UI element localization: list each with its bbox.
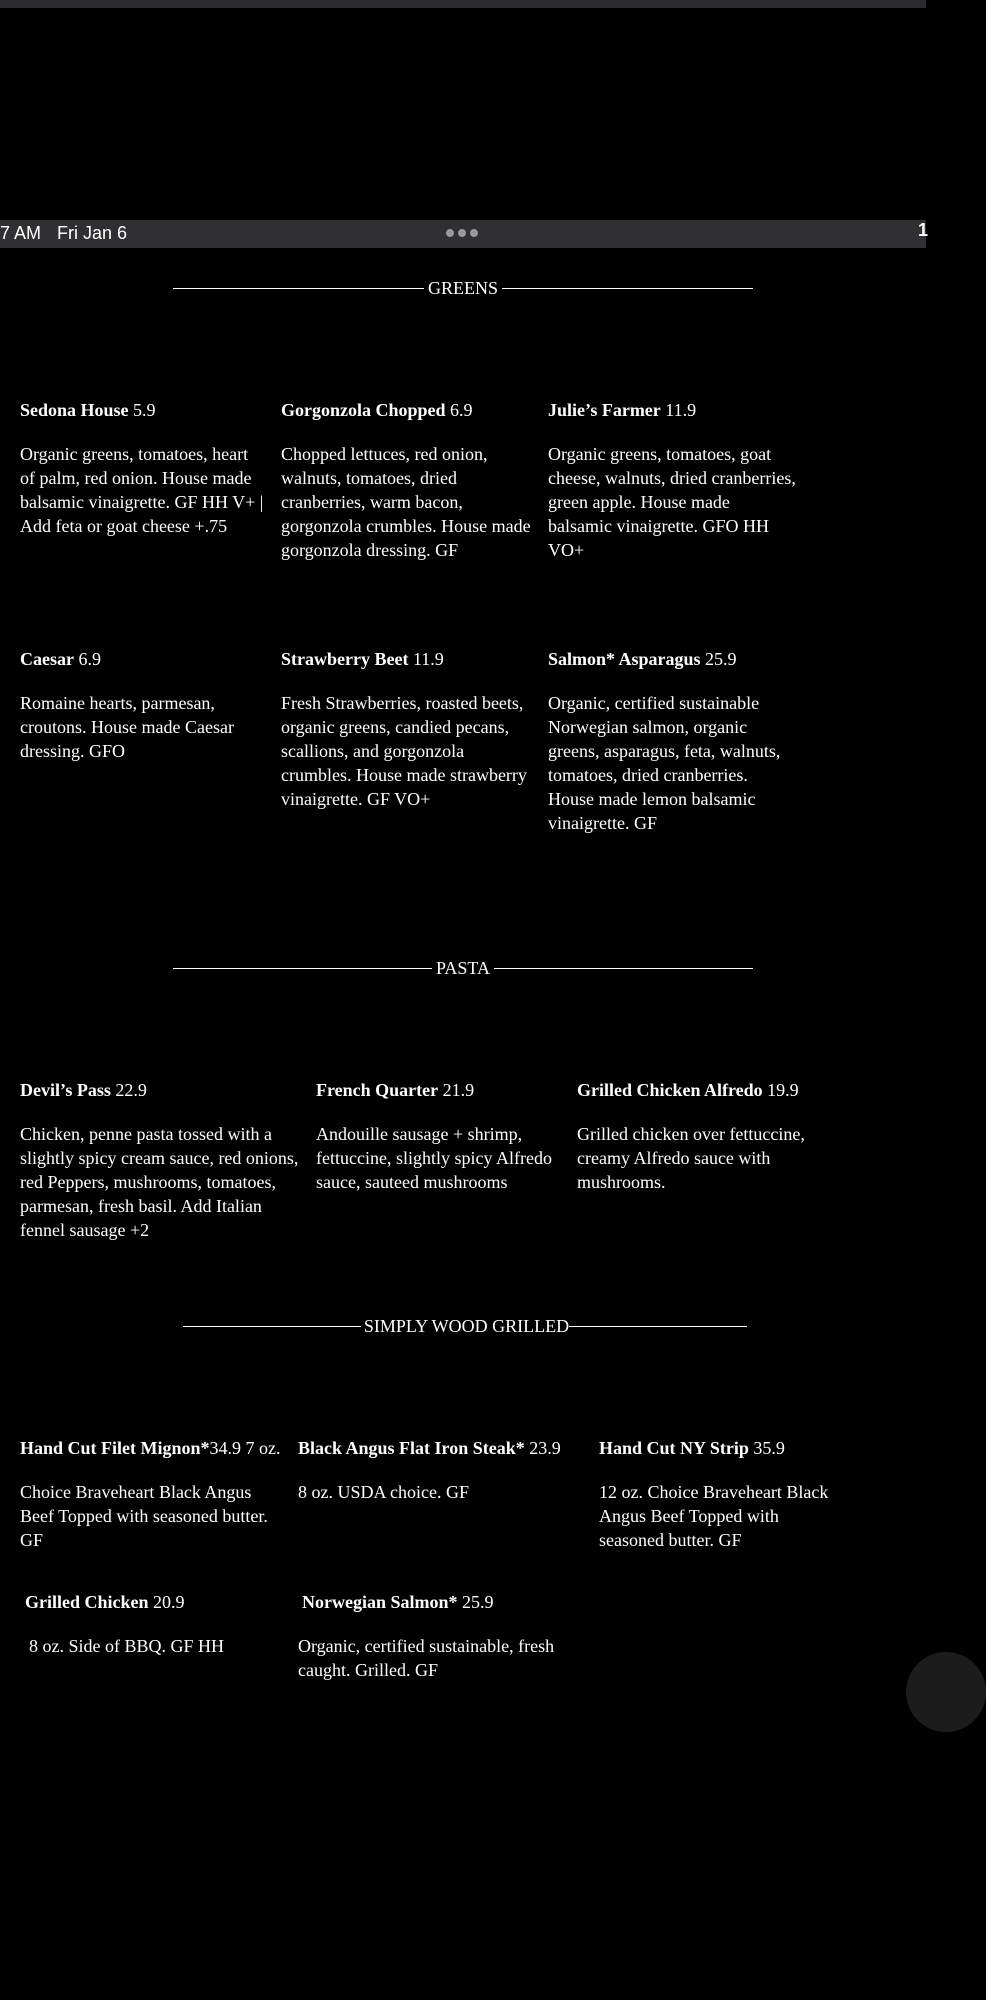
section-title-pasta: PASTA xyxy=(436,958,490,978)
item-name: Hand Cut Filet Mignon* xyxy=(20,1438,210,1458)
item-description: Chopped lettuces, red onion, walnuts, tomatoes, dried cranberries, warm bacon, gorgonzola crumbles. House made gorgonzola dressing. GF xyxy=(281,444,531,560)
section-title-greens: GREENS xyxy=(428,278,499,298)
item-name: French Quarter xyxy=(316,1080,439,1100)
section-header-pasta xyxy=(173,958,753,979)
item-price: 21.9 xyxy=(442,1080,475,1100)
divider-line xyxy=(502,288,753,289)
item-name: Gorgonzola Chopped xyxy=(281,400,446,420)
item-price: 6.9 xyxy=(78,649,101,669)
item-name: Hand Cut NY Strip xyxy=(599,1438,749,1458)
item-price: 20.9 xyxy=(153,1592,185,1612)
menu-item-caesar xyxy=(20,647,270,763)
item-description: 12 oz. Choice Braveheart Black Angus Beef Topped with seasoned butter. GF xyxy=(599,1482,829,1550)
item-name: Sedona House xyxy=(20,400,129,420)
item-description: Fresh Strawberries, roasted beets, organic greens, candied pecans, scallions, and gorgonzola crumbles. House made strawberry vinaigrette. GF VO+ xyxy=(281,693,527,809)
section-header-greens xyxy=(173,278,753,299)
item-description: Organic greens, tomatoes, goat cheese, walnuts, dried cranberries, green apple. House made balsamic vinaigrette. GFO HH VO+ xyxy=(548,444,796,560)
item-price: 25.9 xyxy=(705,649,737,669)
section-header-simply-wood-grilled xyxy=(183,1316,747,1337)
assistive-touch-button[interactable] xyxy=(906,1652,986,1732)
item-price: 6.9 xyxy=(450,400,473,420)
menu-item-julies-farmer xyxy=(548,398,838,562)
menu-item-sedona-house xyxy=(20,398,270,538)
item-price: 11.9 xyxy=(665,400,697,420)
item-price: 23.9 xyxy=(529,1438,561,1458)
section-title-simply-wood-grilled: SIMPLY WOOD GRILLED xyxy=(363,1316,570,1336)
divider-line xyxy=(569,1326,747,1327)
menu-item-salmon-asparagus xyxy=(548,647,838,835)
item-description: Chicken, penne pasta tossed with a slightly spicy cream sauce, red onions, red Peppers, mushrooms, tomatoes, parmesan, fresh basil. Add Italian fennel sausage +2 xyxy=(20,1124,299,1240)
item-name: Grilled Chicken Alfredo xyxy=(577,1080,763,1100)
menu-item-filet-mignon xyxy=(20,1436,290,1552)
item-description: Organic, certified sustainable Norwegian salmon, organic greens, asparagus, feta, walnuts, tomatoes, dried cranberries. House made lemon balsamic vinaigrette. GF xyxy=(548,693,781,833)
item-name: Salmon* Asparagus xyxy=(548,649,701,669)
item-price: 5.9 xyxy=(133,400,156,420)
divider-line xyxy=(173,288,424,289)
item-name: Julie’s Farmer xyxy=(548,400,661,420)
item-price: 19.9 xyxy=(767,1080,799,1100)
item-description: Grilled chicken over fettuccine, creamy Alfredo sauce with mushrooms. xyxy=(577,1124,805,1192)
menu-item-gorgonzola-chopped xyxy=(281,398,541,562)
item-price: 34.9 7 oz. xyxy=(209,1438,281,1458)
menu-item-ny-strip xyxy=(599,1436,859,1552)
status-time: 7 AM xyxy=(0,223,42,243)
top-strip xyxy=(0,0,926,8)
divider-line xyxy=(494,968,753,969)
item-description: Romaine hearts, parmesan, croutons. House made Caesar dressing. GFO xyxy=(20,693,234,761)
item-description: Organic greens, tomatoes, heart of palm, red onion. House made balsamic vinaigrette. GF HH V+ | Add feta or goat cheese +.75 xyxy=(20,444,264,536)
menu-item-strawberry-beet xyxy=(281,647,541,811)
status-date: Fri Jan 6 xyxy=(57,223,128,243)
item-description: Choice Braveheart Black Angus Beef Topped with seasoned butter. GF xyxy=(20,1482,268,1550)
multitasking-dots-icon[interactable] xyxy=(446,229,478,237)
menu-item-norwegian-salmon xyxy=(298,1590,598,1682)
menu-item-french-quarter xyxy=(316,1078,576,1194)
item-description: Organic, certified sustainable, fresh caught. Grilled. GF xyxy=(298,1636,555,1680)
status-bar xyxy=(0,220,929,248)
item-description: Andouille sausage + shrimp, fettuccine, slightly spicy Alfredo sauce, sauteed mushrooms xyxy=(316,1124,552,1192)
status-right-indicator: 1 xyxy=(918,220,929,240)
item-price: 25.9 xyxy=(462,1592,494,1612)
item-name: Norwegian Salmon* xyxy=(302,1592,458,1612)
item-description: 8 oz. Side of BBQ. GF HH xyxy=(29,1636,225,1656)
item-price: 11.9 xyxy=(412,649,444,669)
item-name: Black Angus Flat Iron Steak* xyxy=(298,1438,525,1458)
menu-item-grilled-chicken xyxy=(25,1590,285,1658)
item-name: Devil’s Pass xyxy=(20,1080,111,1100)
menu-item-grilled-chicken-alfredo xyxy=(577,1078,877,1194)
item-name: Grilled Chicken xyxy=(25,1592,149,1612)
divider-line xyxy=(183,1326,361,1327)
item-price: 22.9 xyxy=(115,1080,147,1100)
item-name: Strawberry Beet xyxy=(281,649,409,669)
item-description: 8 oz. USDA choice. GF xyxy=(298,1482,469,1502)
menu-item-flat-iron-steak xyxy=(298,1436,588,1504)
divider-line xyxy=(173,968,432,969)
item-price: 35.9 xyxy=(753,1438,785,1458)
menu-item-devils-pass xyxy=(20,1078,310,1242)
item-name: Caesar xyxy=(20,649,74,669)
